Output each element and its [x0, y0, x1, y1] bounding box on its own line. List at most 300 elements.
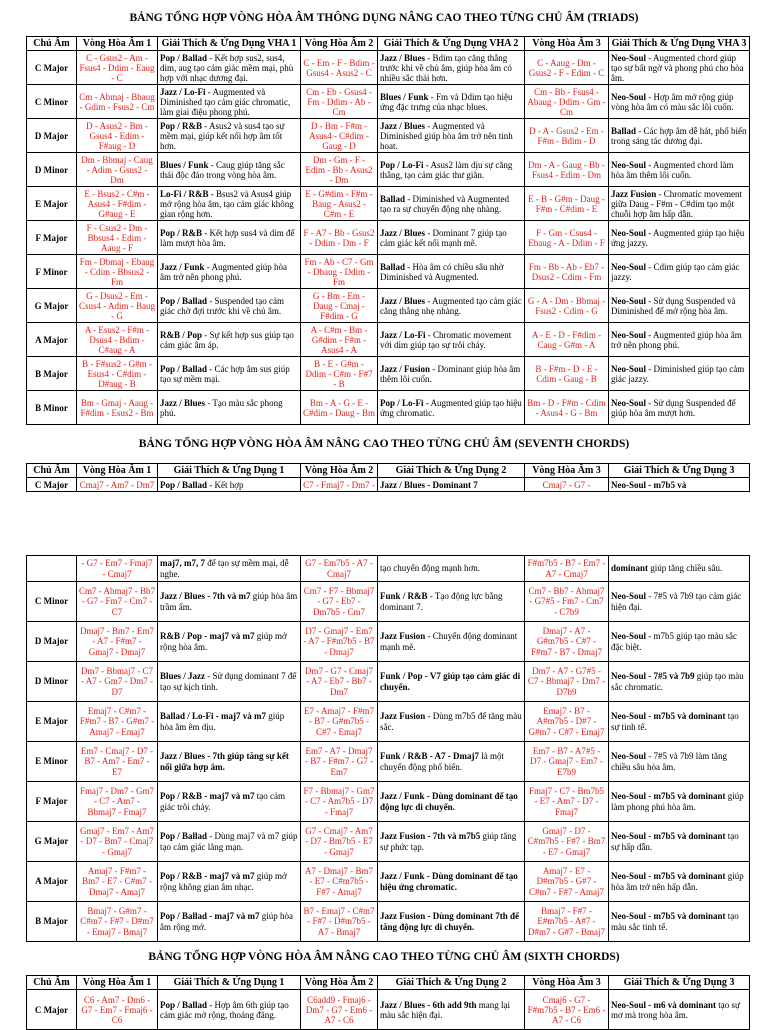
style-label: Neo-Soul — [611, 631, 647, 642]
style-label: Neo-Soul — [611, 52, 647, 63]
key-cell: F Major — [27, 782, 77, 822]
explanation-cell — [158, 323, 301, 357]
explanation-text: - Chromatic movement giữa Daug - F#m - C#dim tạo một chuỗi hợp âm hấp dẫn. — [611, 188, 742, 219]
explanation-text: - Fm và Ddim tạo hiệu ứng đặc trưng của nhạc blues. — [380, 91, 513, 112]
column-header: Giải Thích & Ứng Dụng VHA 1 — [158, 37, 301, 51]
explanation-text: - Tạo động lực bằng dominant 7. — [380, 591, 503, 612]
key-cell: B Minor — [27, 391, 77, 425]
explanation-text: - Asus2 làm dịu sự căng thẳng, tạo cảm giác thư giãn. — [380, 159, 513, 180]
explanation-cell — [609, 119, 750, 153]
explanation-cell — [158, 782, 301, 822]
style-label: Neo-Soul - m6 và dominant — [611, 999, 717, 1010]
explanation-text: tạo sự hấp dẫn. — [611, 831, 739, 852]
progression-cell: Em7 - Cmaj7 - D7 - B7 - Am7 - Em7 - E7 — [77, 742, 158, 782]
explanation-cell — [378, 742, 525, 782]
explanation-text: - Chuyển động dominant mạnh mẽ. — [380, 631, 518, 652]
explanation-cell — [378, 478, 525, 492]
style-label: Jazz Fusion - 7th và m7b5 — [380, 831, 481, 842]
explanation-text: - Bdim tạo căng thẳng trước khi về chủ âm, giúp hòa âm có nhiều sắc thái hơn. — [380, 52, 512, 83]
explanation-text: - Augmented giúp hòa âm trở nên phong phú. — [611, 329, 742, 350]
explanation-text: tạo sự mơ mà trong hòa âm. — [611, 999, 740, 1020]
explanation-text: - m7b5 giúp tạo màu sắc đặc biệt. — [611, 631, 737, 652]
progression-cell: B7 - Emaj7 - C#m7 - F#7 - D#m7b5 - A7 - Bmaj7 — [301, 902, 378, 942]
style-label: Neo-Soul — [611, 261, 647, 272]
style-label: Ballad / Lo-Fi - maj7 và m7 — [160, 711, 266, 722]
explanation-text: mang lại màu sắc hiện đại. — [380, 999, 511, 1020]
explanation-text: - 7#5 và 7b9 làm tăng chiều sâu hòa âm. — [611, 751, 727, 772]
style-label: Jazz / Blues - 7th giúp tăng sự kết nối giữa hợp âm. — [160, 751, 289, 772]
key-cell: F Minor — [27, 255, 77, 289]
explanation-text: giúp hòa âm rộng mở. — [160, 911, 294, 932]
key-cell: A Major — [27, 323, 77, 357]
progression-cell: B - E - G#m - Ddim - C#m - F#7 - B — [301, 357, 378, 391]
explanation-cell — [158, 119, 301, 153]
column-header: Vòng Hòa Âm 3 — [525, 464, 609, 478]
explanation-text: - Augmented chord giúp tạo sự bất ngờ và phong phú cho hòa âm. — [611, 52, 744, 83]
progression-cell: Fmaj7 - C7 - Bm7b5 - E7 - Am7 - D7 - Fmaj7 — [525, 782, 609, 822]
progression-cell: F - Csus2 - Dm - Bbsus4 - Edim - Aaug - F — [77, 221, 158, 255]
progression-cell: C6 - Am7 - Dm6 - G7 - Em7 - Fmaj6 - C6 — [77, 990, 158, 1030]
style-label: Ballad — [380, 193, 406, 204]
style-label: Funk / Pop - V7 giúp tạo cảm giác di chuyển. — [380, 671, 521, 692]
style-label: Neo-Soul — [611, 227, 647, 238]
table-row — [27, 662, 750, 702]
explanation-cell — [609, 622, 750, 662]
table-row — [27, 391, 750, 425]
style-label: Pop / Lo-Fi — [380, 397, 424, 408]
explanation-text: - Augmented giúp hòa âm trở nên phong phú. — [160, 261, 288, 282]
explanation-text: - Các hợp âm dễ hát, phổ biến trong sáng tác dương đại. — [611, 125, 747, 146]
explanation-cell — [609, 221, 750, 255]
sevenths-table-part1 — [26, 463, 750, 492]
explanation-text: giúp tăng sự phức tạp. — [380, 831, 517, 852]
explanation-cell — [158, 85, 301, 119]
style-label: Pop / Ballad — [160, 295, 208, 306]
style-label: Pop / Ballad — [160, 999, 208, 1010]
table-row — [27, 119, 750, 153]
progression-cell: D7 - Gmaj7 - Em7 - A7 - F#m7b5 - B7 - Dmaj7 — [301, 622, 378, 662]
style-label: Neo-Soul — [611, 363, 647, 374]
progression-cell: A7 - Dmaj7 - Bm7 - E7 - C#m7b5 - F#7 - Amaj7 — [301, 862, 378, 902]
explanation-cell — [609, 582, 750, 622]
progression-cell: Cm7 - Bb7 - Abmaj7 - G7#5 - Fm7 - Cm7 - C7b9 — [525, 582, 609, 622]
explanation-text: để tạo sự mềm mại, dễ nghe. — [160, 558, 289, 579]
explanation-cell — [609, 702, 750, 742]
progression-cell: Amaj7 - E7 - D#m7b5 - G#7 - C#m7 - F#7 - Amaj7 — [525, 862, 609, 902]
table-row — [27, 862, 750, 902]
explanation-cell — [158, 822, 301, 862]
style-label: Jazz / Blues — [380, 227, 425, 238]
explanation-text: giúp tạo màu sắc chromatic. — [611, 671, 744, 692]
key-cell: G Major — [27, 822, 77, 862]
column-header: Giải Thích & Ứng Dụng 2 — [378, 464, 525, 478]
explanation-text: - 7#5 và 7b9 tạo cảm giác hiện đại. — [611, 591, 742, 612]
style-label: Pop / R&B - maj7 và m7 — [160, 791, 255, 802]
explanation-cell — [378, 119, 525, 153]
progression-cell: D - A - Gsus2 - Em - F#m - Bdim - D — [525, 119, 609, 153]
progression-cell: G - Bm - Em - Daug - Cmaj - F#dim - G — [301, 289, 378, 323]
progression-cell: Cm7 - F7 - Bbmaj7 - G7 - Eb7 - Dm7b5 - Cm7 — [301, 582, 378, 622]
explanation-cell — [609, 662, 750, 702]
style-label: Neo-Soul — [611, 329, 647, 340]
explanation-cell — [158, 255, 301, 289]
explanation-text: - Sử dụng Suspended để giúp hòa âm mượt hơn. — [611, 397, 736, 418]
explanation-cell — [378, 582, 525, 622]
progression-cell: Em7 - B7 - A7#5 - D7 - Gmaj7 - Em7 - E7b9 — [525, 742, 609, 782]
progression-cell: Fm - Dbmaj - Ebaug - Cdim - Bbsus2 - Fm — [77, 255, 158, 289]
style-label: Jazz / Blues — [160, 397, 205, 408]
key-cell: F Major — [27, 221, 77, 255]
table-row — [27, 582, 750, 622]
column-header: Vòng Hòa Âm 1 — [77, 976, 158, 990]
explanation-text: - Kết hợp sus2, sus4, dim, aug tạo cảm giác mềm mại, phù hợp với nhạc dương đại. — [160, 52, 294, 83]
explanation-cell — [158, 622, 301, 662]
explanation-cell — [158, 153, 301, 187]
explanation-cell — [158, 662, 301, 702]
progression-cell: Gmaj7 - Em7 - Am7 - D7 - Bm7 - Cmaj7 - Gmaj7 — [77, 822, 158, 862]
progression-cell: - G7 - Em7 - Fmaj7 - Cmaj7 — [77, 556, 158, 582]
explanation-text: - Kết hợp — [207, 479, 244, 490]
progression-cell: Cm - Bb - Fsus4 - Abaug - Ddim - Gm - Cm — [525, 85, 609, 119]
explanation-cell — [378, 862, 525, 902]
key-cell: G Major — [27, 289, 77, 323]
progression-cell: Cm - Abmaj - Bbaug - Gdim - Fsus2 - Cm — [77, 85, 158, 119]
explanation-cell — [158, 357, 301, 391]
column-header: Chủ Âm — [27, 464, 77, 478]
explanation-cell — [609, 782, 750, 822]
key-cell: E Major — [27, 187, 77, 221]
key-cell: C Major — [27, 51, 77, 85]
explanation-text: giúp mở rộng không gian âm nhạc. — [160, 871, 287, 892]
style-label: Neo-Soul - m7b5 và — [611, 479, 687, 490]
style-label: Pop / Ballad - maj7 và m7 — [160, 911, 260, 922]
style-label: Neo-Soul - m7b5 và dominant — [611, 831, 726, 842]
style-label: Jazz / Lo-Fi — [160, 86, 206, 97]
style-label: Neo-Soul - m7b5 và dominant — [611, 791, 726, 802]
style-label: Jazz / Funk - Dùng dominant để tạo hiệu ứng chromatic. — [380, 871, 518, 892]
explanation-cell — [609, 153, 750, 187]
style-label: Neo-Soul - m7b5 và dominant — [611, 871, 726, 882]
explanation-text: - Augmented giúp tạo hiệu ứng chromatic. — [380, 397, 522, 418]
explanation-cell — [158, 221, 301, 255]
progression-cell: E7 - Amaj7 - F#m7 - B7 - G#m7b5 - C#7 - Emaj7 — [301, 702, 378, 742]
explanation-text: - Sử dụng dominant 7 để tạo sự kịch tính. — [160, 671, 297, 692]
header-row — [27, 464, 750, 478]
explanation-cell — [378, 556, 525, 582]
explanation-cell — [378, 221, 525, 255]
triads-title: BẢNG TỔNG HỢP VÒNG HÒA ÂM THÔNG DỤNG NÂNG CAO THEO TỪNG CHỦ ÂM (TRIADS) — [129, 12, 639, 24]
style-label: Pop / R&B — [160, 227, 203, 238]
explanation-text: - Dùng m7b5 để tăng màu sắc. — [380, 711, 522, 732]
explanation-text: - Asus2 và sus4 tạo sự mềm mại, giúp kết nối hợp âm tốt hơn. — [160, 120, 285, 151]
explanation-cell — [609, 478, 750, 492]
column-header: Vòng Hòa Âm 3 — [525, 976, 609, 990]
table-row — [27, 822, 750, 862]
key-cell: C Minor — [27, 582, 77, 622]
explanation-text: - Kết hợp sus4 và dim để làm mượt hòa âm. — [160, 227, 295, 248]
style-label: Neo-Soul — [611, 751, 647, 762]
header-row — [27, 976, 750, 990]
progression-cell: Dm7 - Bbmaj7 - C7 - A7 - Gm7 - Dm7 - D7 — [77, 662, 158, 702]
style-label: Blues / Funk — [380, 91, 429, 102]
explanation-text: - Các hợp âm sus giúp tạo sự mềm mại. — [160, 363, 290, 384]
progression-cell: Cmaj7 - G7 - — [525, 478, 609, 492]
style-label: Funk / R&B — [380, 591, 428, 602]
style-label: Jazz / Funk - Dùng dominant để tạo động lực di chuyển. — [380, 791, 518, 812]
explanation-cell — [378, 391, 525, 425]
column-header: Vòng Hòa Âm 1 — [77, 464, 158, 478]
progression-cell: Dmaj7 - Bm7 - Em7 - A7 - F#m7 - Gmaj7 - Dmaj7 — [77, 622, 158, 662]
key-cell: D Minor — [27, 153, 77, 187]
explanation-cell — [378, 357, 525, 391]
key-cell: D Minor — [27, 662, 77, 702]
progression-cell: G - A - Dm - Bbmaj - Fsus2 - Cdim - G — [525, 289, 609, 323]
column-header: Chủ Âm — [27, 37, 77, 51]
explanation-cell — [378, 782, 525, 822]
style-label: Neo-Soul — [611, 397, 647, 408]
table-row — [27, 357, 750, 391]
progression-cell: Dm - A - Gaug - Bb - Fsus4 - Edim - Dm — [525, 153, 609, 187]
style-label: Neo-Soul - m7b5 và dominant — [611, 911, 726, 922]
explanation-text: giúp làm phong phú hòa âm. — [611, 791, 744, 812]
progression-cell: C - Aaug - Dm - Gsus2 - F - Edim - C — [525, 51, 609, 85]
explanation-cell — [609, 862, 750, 902]
style-label: Neo-Soul - 7#5 và 7b9 — [611, 671, 695, 682]
explanation-text: tạo chuyển động mạnh hơn. — [380, 563, 480, 574]
explanation-text: - Cdim giúp tạo cảm giác jazzy. — [611, 261, 740, 282]
key-cell: A Major — [27, 862, 77, 902]
explanation-cell — [609, 255, 750, 289]
progression-cell: E - G#dim - F#m - Baug - Asus2 - C#m - E — [301, 187, 378, 221]
table-row — [27, 85, 750, 119]
explanation-text: - Suspended tạo cảm giác chờ đợi trước khi về chủ âm. — [160, 295, 284, 316]
explanation-cell — [378, 902, 525, 942]
progression-cell: C6add9 - Fmaj6 - Dm7 - G7 - Em6 - A7 - C6 — [301, 990, 378, 1030]
explanation-cell — [609, 289, 750, 323]
header-row — [27, 37, 750, 51]
key-cell: B Major — [27, 902, 77, 942]
progression-cell: A - E - D - F#dim - Caug - G#m - A — [525, 323, 609, 357]
sixths-title: BẢNG TỔNG HỢP VÒNG HÒA ÂM NÂNG CAO THEO TỪNG CHỦ ÂM (SIXTH CHORDS) — [148, 951, 620, 963]
key-cell: D Major — [27, 119, 77, 153]
key-cell: B Major — [27, 357, 77, 391]
explanation-text: - Hợp âm mở rộng giúp vòng hòa âm có màu sắc lôi cuốn. — [611, 91, 734, 112]
explanation-cell — [158, 556, 301, 582]
progression-cell: Cmaj7 - Am7 - Dm7 — [77, 478, 158, 492]
table-row — [27, 51, 750, 85]
explanation-cell — [609, 187, 750, 221]
key-cell — [27, 556, 77, 582]
style-label: Jazz Fusion - Dùng dominant 7th để tăng động lực di chuyển. — [380, 911, 520, 932]
explanation-text: tạo sự tinh tế. — [611, 711, 739, 732]
explanation-cell — [378, 153, 525, 187]
progression-cell: Dm7 - G7 - Cmaj7 - A7 - Eb7 - Bb7 - Dm7 — [301, 662, 378, 702]
key-cell: E Minor — [27, 742, 77, 782]
explanation-text: - Diminished và Augmented tạo ra sự chuyển động nhẹ nhàng. — [380, 193, 509, 214]
explanation-text: - Caug giúp tăng sắc thái độc đáo trong vòng hòa âm. — [160, 159, 285, 180]
explanation-text: giúp hòa âm trầm ấm. — [160, 591, 298, 612]
style-label: Jazz / Blues - 6th add 9th — [380, 999, 477, 1010]
progression-cell: F - A7 - Bb - Gsus2 - Ddim - Dm - F — [301, 221, 378, 255]
explanation-text: - Dominant 7 giúp tạo cảm giác kết nối mạnh mẽ. — [380, 227, 507, 248]
table-row — [27, 323, 750, 357]
style-label: Jazz / Lo-Fi — [380, 329, 426, 340]
progression-cell: Bm - D - F#m - Cdim - Asus4 - G - Bm — [525, 391, 609, 425]
progression-cell: C - Em - F - Bdim - Gsus4 - Asus2 - C — [301, 51, 378, 85]
explanation-text: - Hòa âm có chiều sâu nhờ Diminished và Augmented. — [380, 261, 504, 282]
column-header: Giải Thích & Ứng Dụng 3 — [609, 464, 750, 478]
style-label: Neo-Soul — [611, 159, 647, 170]
sixths-table — [26, 975, 750, 1030]
explanation-cell — [158, 51, 301, 85]
explanation-text: - Augmented giúp tạo hiệu ứng jazzy. — [611, 227, 745, 248]
explanation-text: - Diminished giúp tạo cảm giác jazzy. — [611, 363, 745, 384]
column-header: Giải Thích & Ứng Dụng 1 — [158, 976, 301, 990]
explanation-text: tạo cảm giác trôi chảy. — [160, 791, 285, 812]
style-label: Pop / Lo-Fi — [380, 159, 424, 170]
progression-cell: Cm - Eb - Gsus4 - Fm - Ddim - Ab - Cm — [301, 85, 378, 119]
explanation-cell — [609, 51, 750, 85]
style-label: Pop / R&B — [160, 120, 203, 131]
style-label: Ballad — [380, 261, 406, 272]
progression-cell: F - Gm - Csus4 - Ebaug - A - Ddim - F — [525, 221, 609, 255]
style-label: Jazz Fusion — [380, 711, 426, 722]
progression-cell: Dm - Gm - F - Edim - Bb - Asus2 - Dm — [301, 153, 378, 187]
progression-cell: Fmaj7 - Dm7 - Gm7 - C7 - Am7 - Bbmaj7 - Fmaj7 — [77, 782, 158, 822]
key-cell: C Major — [27, 990, 77, 1030]
progression-cell: Gmaj7 - D7 - C#m7b5 - F#7 - Bm7 - E7 - Gmaj7 — [525, 822, 609, 862]
explanation-text: - Augmented chord làm hòa âm thêm lôi cuốn. — [611, 159, 734, 180]
progression-cell: G - Dsus2 - Em - Csus4 - Adim - Baug - G — [77, 289, 158, 323]
explanation-cell — [609, 822, 750, 862]
explanation-cell — [158, 742, 301, 782]
table-row — [27, 702, 750, 742]
table-row — [27, 782, 750, 822]
style-label: Neo-Soul — [611, 591, 647, 602]
explanation-cell — [158, 902, 301, 942]
style-label: Jazz / Blues - Dominant 7 — [380, 479, 478, 490]
explanation-cell — [609, 556, 750, 582]
progression-cell: E - Bsus2 - C#m - Asus4 - F#dim - G#aug - E — [77, 187, 158, 221]
triads-table — [26, 36, 750, 425]
style-label: Blues / Jazz — [160, 671, 205, 682]
explanation-cell — [378, 289, 525, 323]
progression-cell: Dm7 - A7 - G7#5 - C7 - Bbmaj7 - Dm7 - D7b9 — [525, 662, 609, 702]
progression-cell: F7 - Bbmaj7 - Gm7 - C7 - Am7b5 - D7 - Fmaj7 — [301, 782, 378, 822]
progression-cell: B - F#m - D - E - Cdim - Gaug - B — [525, 357, 609, 391]
explanation-cell — [158, 702, 301, 742]
progression-cell: Emaj7 - C#m7 - F#m7 - B7 - G#m7 - Amaj7 - Emaj7 — [77, 702, 158, 742]
style-label: maj7, m7, 7 — [160, 558, 205, 569]
explanation-cell — [378, 822, 525, 862]
explanation-cell — [609, 357, 750, 391]
explanation-text: - Tạo màu sắc phong phú. — [160, 397, 283, 418]
key-cell: C Minor — [27, 85, 77, 119]
style-label: Jazz / Blues — [380, 295, 425, 306]
progression-cell: A - C#m - Bm - G#dim - F#m - Asus4 - A — [301, 323, 378, 357]
table-row — [27, 556, 750, 582]
style-label: Pop / Ballad — [160, 831, 208, 842]
progression-cell: D - Bm - F#m - Asus4 - C#dim - Gaug - D — [301, 119, 378, 153]
style-label: Ballad — [611, 125, 637, 136]
style-label: Jazz / Blues — [380, 52, 425, 63]
column-header: Chủ Âm — [27, 976, 77, 990]
progression-cell: Bm - Gmaj - Aaug - F#dim - Esus2 - Bm — [77, 391, 158, 425]
style-label: Funk / R&B - A7 - Dmaj7 — [380, 751, 480, 762]
style-label: Neo-Soul — [611, 295, 647, 306]
explanation-text: tạo màu sắc tinh tế. — [611, 911, 739, 932]
style-label: Jazz / Blues - 7th và m7 — [160, 591, 251, 602]
table-row — [27, 902, 750, 942]
key-cell: E Major — [27, 702, 77, 742]
explanation-cell — [609, 902, 750, 942]
progression-cell: Emaj7 - B7 - A#m7b5 - D#7 - G#m7 - C#7 - Emaj7 — [525, 702, 609, 742]
table-row — [27, 221, 750, 255]
explanation-text: - Chromatic movement với dim giúp tạo sự trôi chảy. — [380, 329, 512, 350]
explanation-text: - Augmented tạo cảm giác căng thẳng nhẹ nhàng. — [380, 295, 522, 316]
column-header: Vòng Hòa Âm 1 — [77, 37, 158, 51]
explanation-cell — [609, 391, 750, 425]
progression-cell: Em7 - A7 - Dmaj7 - B7 - F#m7 - G7 - Em7 — [301, 742, 378, 782]
style-label: Jazz / Funk — [160, 261, 205, 272]
explanation-text: - Bsus2 và Asus4 giúp mở rộng hòa âm, tạo cảm giác không gian rộng hơn. — [160, 188, 294, 219]
progression-cell: C7 - Fmaj7 - Dm7 - — [301, 478, 378, 492]
style-label: Lo-Fi / R&B — [160, 188, 209, 199]
progression-cell: Dmaj7 - A7 - G#m7b5 - C#7 - F#m7 - B7 - Dmaj7 — [525, 622, 609, 662]
explanation-cell — [378, 622, 525, 662]
table-row — [27, 742, 750, 782]
explanation-cell — [158, 478, 301, 492]
style-label: R&B / Pop — [160, 329, 203, 340]
explanation-text: - Hợp âm 6th giúp tạo cảm giác mở rộng, thoáng đãng. — [160, 999, 289, 1020]
explanation-cell — [378, 255, 525, 289]
explanation-cell — [378, 662, 525, 702]
progression-cell: Cmaj6 - G7 - F#m7b5 - B7 - Em6 - A7 - C6 — [525, 990, 609, 1030]
explanation-cell — [609, 85, 750, 119]
progression-cell: Bmaj7 - G#m7 - C#m7 - F#7 - D#m7 - Emaj7 - Bmaj7 — [77, 902, 158, 942]
progression-cell: Fm - Bb - Ab - Eb7 - Dsus2 - Cdim - Fm — [525, 255, 609, 289]
explanation-text: - Augmented và Diminished tạo cảm giác chromatic, làm giai điệu phong phú. — [160, 86, 291, 117]
explanation-text: - Sử dụng Suspended và Diminished để mở rộng hòa âm. — [611, 295, 736, 316]
explanation-cell — [158, 187, 301, 221]
style-label: Pop / R&B - maj7 và m7 — [160, 871, 255, 882]
progression-cell: E - B - G#m - Daug - F#m - C#dim - E — [525, 187, 609, 221]
column-header: Giải Thích & Ứng Dụng 3 — [609, 976, 750, 990]
progression-cell: Bmaj7 - F#7 - E#m7b5 - A#7 - D#m7 - G#7 - Bmaj7 — [525, 902, 609, 942]
explanation-text: - Dominant giúp hòa âm thêm lôi cuốn. — [380, 363, 521, 384]
progression-cell: Cm7 - Abmaj7 - Bb7 - G7 - Fm7 - Cm7 - C7 — [77, 582, 158, 622]
progression-cell: Dm - Bbmaj - Caug - Adim - Gsus2 - Dm — [77, 153, 158, 187]
column-header: Vòng Hòa Âm 2 — [301, 37, 378, 51]
style-label: Blues / Funk — [160, 159, 209, 170]
explanation-text: giúp hòa âm êm dịu. — [160, 711, 285, 732]
explanation-cell — [158, 391, 301, 425]
table-row — [27, 622, 750, 662]
explanation-cell — [609, 323, 750, 357]
progression-cell: Bm - A - G - E - C#dim - Daug - Bm — [301, 391, 378, 425]
sevenths-table-part2 — [26, 555, 750, 942]
explanation-text: là một chuyển động phổ biến. — [380, 751, 505, 772]
style-label: dominant — [611, 563, 649, 574]
explanation-cell — [378, 702, 525, 742]
table-row — [27, 153, 750, 187]
table-row — [27, 187, 750, 221]
table-row — [27, 478, 750, 492]
progression-cell: Fm - Ab - C7 - Gm - Dbaug - Ddim - Fm — [301, 255, 378, 289]
column-header: Vòng Hòa Âm 2 — [301, 976, 378, 990]
explanation-text: giúp hòa âm trở nên hấp dẫn. — [611, 871, 744, 892]
explanation-cell — [158, 582, 301, 622]
